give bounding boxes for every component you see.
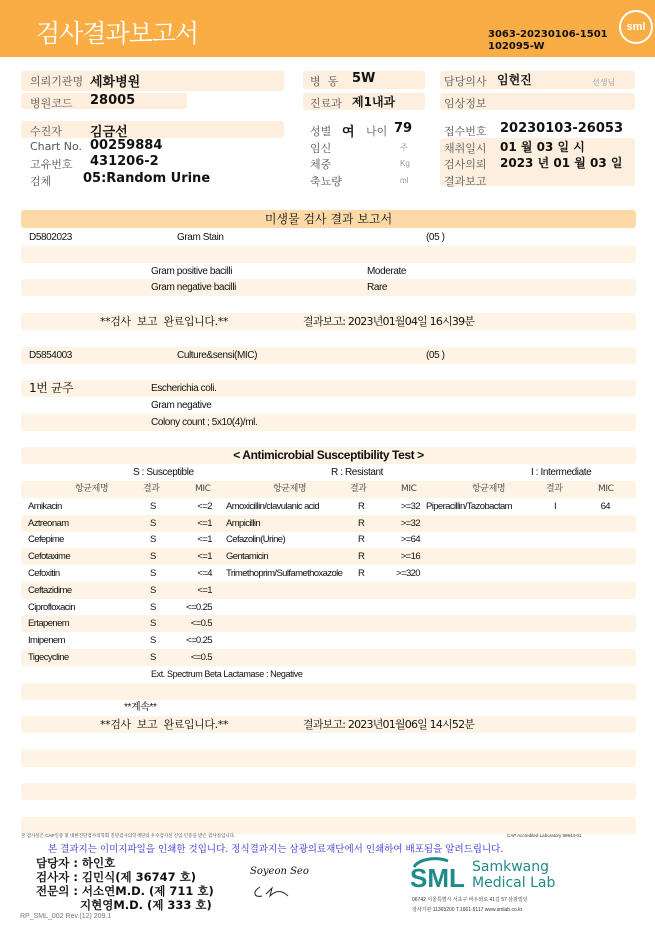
urine-label: 축뇨량 — [310, 175, 342, 188]
sex-value: 여 — [342, 125, 355, 140]
header-mic: MIC — [598, 484, 614, 494]
header-result: 결과 — [143, 484, 160, 494]
row-stripe — [21, 615, 636, 632]
report-done-1: **검사 보고 완료입니다.** — [100, 315, 228, 328]
cap-note: CAP Accredited Laboratory 89944-01 — [507, 833, 582, 838]
header-mic: MIC — [401, 484, 417, 494]
doc-id-1: 3063-20230106-1501 — [488, 29, 608, 40]
weight-label: 체중 — [310, 158, 332, 171]
drug-result: R — [358, 568, 365, 579]
report-title: 검사결과보고서 — [36, 19, 199, 48]
drug-name: Cefazolin(Urine) — [226, 534, 286, 546]
cert-note: 본 검사실은 CAP인증 및 대한진단검사의학회 진단검사의학재단의 우수검사실 신임 인증을 받은 검사실입니다. — [21, 833, 236, 838]
pregnancy-unit: 주 — [400, 143, 408, 152]
drug-name: Cefotaxime — [28, 551, 71, 563]
weight-unit: Kg — [400, 159, 410, 168]
doctor-value: 임현진 — [497, 73, 532, 87]
drug-mic: >=32 — [400, 500, 420, 512]
receipt-label: 접수번호 — [444, 125, 487, 138]
micro-title: 미생물 검사 결과 보고서 — [21, 210, 636, 228]
drug-mic: 64 — [600, 500, 610, 512]
row-stripe — [21, 649, 636, 666]
request-value: 2023 년 01 월 03 일 — [500, 156, 623, 170]
specialist: 전문의 : 서소연M.D. (제 711 호) — [36, 884, 214, 898]
header-mic: MIC — [195, 484, 211, 494]
drug-name: Amikacin — [28, 500, 62, 512]
clinical-label: 임상정보 — [444, 97, 487, 110]
row-stripe — [21, 380, 636, 397]
ward-label: 병 동 — [310, 75, 339, 88]
document-id — [488, 29, 608, 53]
ward-value: 5W — [352, 71, 376, 86]
drug-mic: >=16 — [400, 551, 420, 563]
isolate-count: Colony count ; 5x10(4)/ml. — [151, 416, 258, 428]
drug-result: S — [150, 618, 156, 630]
row-stripe — [21, 481, 636, 498]
code-label: 병원코드 — [30, 97, 73, 110]
drug-mic: <=1 — [197, 584, 212, 596]
dept-value: 제1내과 — [352, 95, 396, 109]
gram-finding-1: Gram positive bacilli — [151, 265, 233, 277]
gram-amount-2: Rare — [367, 282, 388, 294]
lab-address: 06742 서울특별시 서초구 바우뫼로 41길 57 삼광빌딩 — [412, 897, 528, 903]
drug-mic: <=0.5 — [190, 652, 212, 663]
header-result: 결과 — [546, 484, 563, 494]
row-stripe — [21, 347, 636, 364]
drug-result: R — [358, 534, 365, 546]
pregnancy-label: 임신 — [310, 142, 332, 155]
signature: Soyeon Seo — [250, 866, 309, 877]
drug-result: S — [150, 652, 156, 663]
row-stripe — [21, 750, 636, 767]
drug-mic: >=32 — [400, 517, 420, 529]
isolate-label: 1번 균주 — [29, 381, 74, 396]
report-time-2: 결과보고: 2023년01월06일 14시52분 — [303, 718, 475, 732]
drug-result: S — [150, 635, 156, 647]
drug-name: Ampicillin — [226, 517, 261, 529]
age-label: 나이 — [366, 125, 388, 138]
drug-name: Amoxicillin/clavulanic acid — [226, 500, 320, 512]
sml-logo: SML — [410, 863, 465, 893]
drug-mic: <=0.25 — [186, 601, 212, 613]
test1-name: Gram Stain — [177, 232, 224, 243]
drug-name: Cefoxitin — [28, 568, 60, 579]
id-label: 고유번호 — [30, 158, 73, 171]
drug-mic: <=1 — [197, 517, 212, 529]
signature-mark — [252, 884, 292, 900]
drug-name: Ertapenem — [28, 618, 70, 630]
specimen-value: 05:Random Urine — [83, 171, 211, 186]
isolate-gram: Gram negative — [151, 400, 212, 411]
row-stripe — [21, 582, 636, 599]
drug-result: S — [150, 584, 156, 596]
test2-name: Culture&sensi(MIC) — [177, 349, 258, 361]
urine-unit: ml — [400, 176, 409, 185]
header-drug: 항균제명 — [75, 484, 109, 494]
row-stripe — [21, 683, 636, 700]
drug-result: S — [150, 551, 156, 563]
row-stripe — [21, 548, 636, 565]
isolate-organism: Escherichia coli. — [151, 383, 217, 395]
patient-value: 김금선 — [90, 125, 128, 140]
legend-r: R : Resistant — [331, 467, 384, 479]
drug-result: S — [150, 601, 156, 613]
doctor-suffix: 선생님 — [592, 78, 616, 87]
notice: 본 결과지는 이미지파일을 인쇄한 것입니다. 정식결과지는 삼광의료재단에서 인쇄하여 배포됨을 알려드립니다. — [48, 844, 504, 855]
drug-mic: >=320 — [396, 568, 420, 579]
header-drug: 항균제명 — [472, 484, 506, 494]
drug-result: S — [150, 500, 156, 512]
legend-s: S : Susceptible — [133, 467, 194, 479]
row-stripe — [21, 246, 636, 263]
sml-logo-icon: sml — [619, 10, 653, 44]
doc-id-2: 102095-W — [488, 41, 545, 52]
chart-label: Chart No. — [30, 140, 82, 153]
header-drug: 항균제명 — [273, 484, 307, 494]
drug-name: Trimethoprim/Sulfamethoxazole — [226, 568, 343, 579]
collect-label: 채취일시 — [444, 142, 487, 155]
test2-spec: (05 ) — [426, 349, 445, 361]
patient-label: 수진자 — [30, 125, 62, 138]
staff: 담당자 : 하인호 — [36, 856, 116, 870]
hospital-label: 의뢰기관명 — [30, 75, 84, 88]
age-value: 79 — [394, 121, 413, 136]
drug-mic: <=0.5 — [190, 618, 212, 630]
drug-name: Aztreonam — [28, 517, 69, 529]
continued-note: **계속** — [124, 702, 157, 714]
esbl-result: Ext. Spectrum Beta Lactamase : Negative — [151, 668, 303, 679]
chart-value: 00259884 — [90, 138, 163, 153]
tester: 검사자 : 김민식(제 36747 호) — [36, 870, 197, 884]
lab-name-1: Samkwang — [472, 859, 549, 875]
report-label: 결과보고 — [444, 175, 487, 188]
drug-mic: <=2 — [197, 500, 212, 512]
row-stripe — [21, 515, 636, 532]
gram-amount-1: Moderate — [367, 265, 407, 277]
row-stripe — [21, 783, 636, 800]
report-done-2: **검사 보고 완료입니다.** — [100, 718, 228, 732]
test1-code: D5802023 — [29, 232, 72, 243]
id-value: 431206-2 — [90, 154, 159, 169]
test1-spec: (05 ) — [426, 232, 445, 243]
drug-mic: <=1 — [197, 551, 212, 563]
doctor-label: 담당의사 — [444, 75, 487, 88]
lab-name — [472, 859, 555, 891]
drug-result: S — [150, 568, 156, 579]
sex-label: 성별 — [310, 125, 332, 138]
drug-result: R — [358, 551, 365, 563]
drug-result: I — [554, 500, 557, 512]
receipt-value: 20230103-26053 — [500, 121, 623, 136]
gram-finding-2: Gram negative bacilli — [151, 282, 236, 294]
drug-name: Gentamicin — [226, 551, 269, 563]
ast-title: < Antimicrobial Susceptibility Test > — [233, 448, 424, 463]
drug-name: Piperacillin/Tazobactam — [426, 500, 512, 512]
drug-mic: >=64 — [400, 534, 420, 546]
request-label: 검사의뢰 — [444, 158, 487, 171]
report-time-1: 결과보고: 2023년01월04일 16시39분 — [303, 315, 475, 328]
drug-result: R — [358, 517, 365, 529]
drug-result: S — [150, 517, 156, 529]
drug-name: Ciprofloxacin — [28, 601, 76, 613]
drug-name: Tigecycline — [28, 652, 69, 663]
collect-value: 01 월 03 일 시 — [500, 140, 585, 154]
code-value: 28005 — [90, 93, 136, 108]
lab-name-2: Medical Lab — [472, 875, 556, 891]
drug-mic: <=1 — [197, 534, 212, 546]
dept-label: 진료과 — [310, 97, 342, 110]
lab-contact: 검사기관 11365200 T.1661-5117 www.smlab.co.kr — [412, 907, 523, 913]
drug-result: S — [150, 534, 156, 546]
drug-name: Cefepime — [28, 534, 64, 546]
row-stripe — [21, 279, 636, 296]
legend-i: I : Intermediate — [531, 467, 592, 479]
header-result: 결과 — [350, 484, 367, 494]
hospital-value: 세화병원 — [90, 75, 141, 90]
specimen-label: 검체 — [30, 175, 52, 188]
specialist-2: 지현영M.D. (제 333 호) — [80, 898, 212, 912]
drug-name: Imipenem — [28, 635, 65, 647]
row-stripe — [21, 817, 636, 834]
drug-name: Ceftazidime — [28, 584, 72, 596]
row-stripe — [21, 414, 636, 431]
test2-code: D5854003 — [29, 349, 72, 361]
drug-result: R — [358, 500, 365, 512]
drug-mic: <=0.25 — [186, 635, 212, 647]
drug-mic: <=4 — [197, 568, 212, 579]
form-number: RP_SML_002 Rev.(12) 209.1 — [20, 913, 112, 920]
